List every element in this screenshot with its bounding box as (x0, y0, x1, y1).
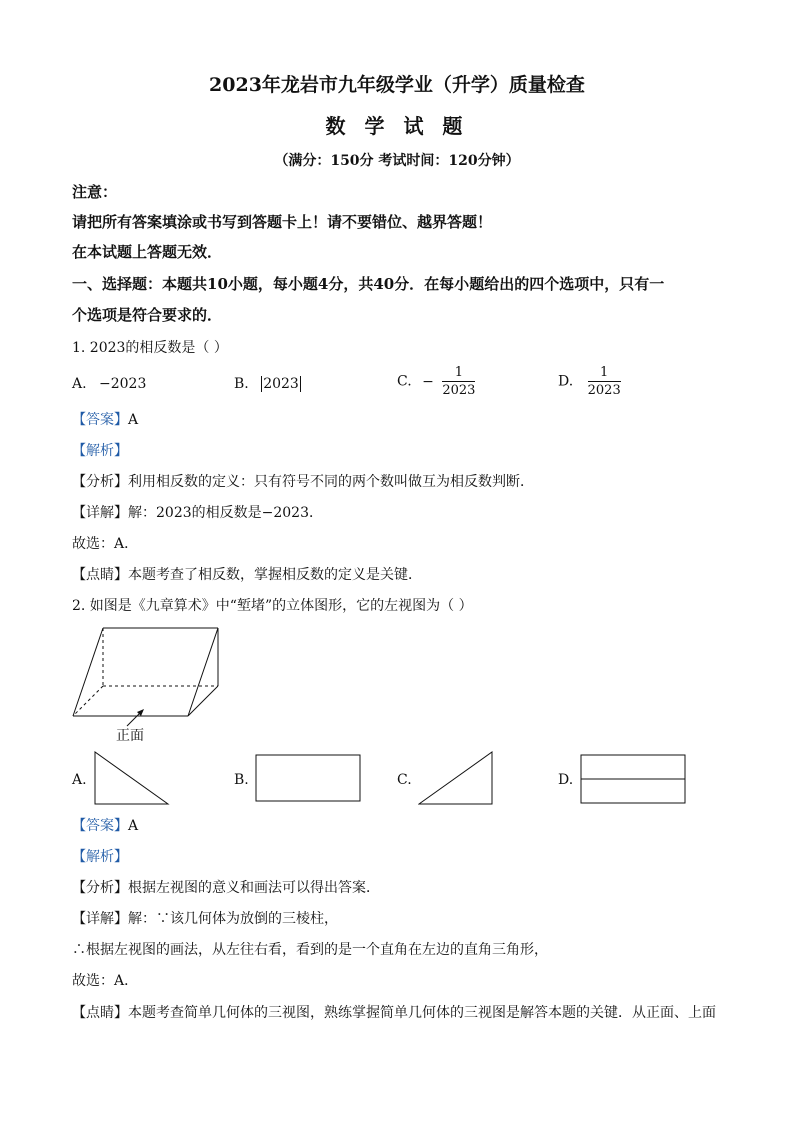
front-view-label: 正面 (116, 728, 144, 744)
q1-analysis (72, 441, 128, 461)
q2-xiangjie-text: 解：∵该几何体为放倒的三棱柱， (128, 911, 338, 927)
q1-option-b (234, 374, 301, 394)
q2-option-b-label: B. (234, 772, 249, 788)
q1-option-a-label: A. (72, 376, 87, 392)
q2-option-d-label: D. (558, 772, 574, 788)
q1-option-c-fraction (442, 364, 475, 399)
q1-fenxi-tag: 【分析】 (72, 474, 128, 490)
q2-choice: 故选：A． (72, 973, 139, 989)
q2-option-c-label: C. (397, 772, 412, 788)
q1-fenxi (72, 472, 534, 492)
qiandu-prism-figure (68, 624, 228, 724)
q1-option-a (72, 374, 146, 394)
q1-option-c-sign: − (422, 373, 434, 390)
q2-analysis (72, 847, 128, 867)
q2-answer-tag: 【答案】 (72, 818, 128, 834)
q1-answer-value: A (128, 412, 139, 428)
q1-answer-tag: 【答案】 (72, 412, 128, 428)
q1-answer (72, 410, 138, 430)
q2-dianjing (72, 1003, 716, 1023)
q2-fenxi-text: 根据左视图的意义和画法可以得出答案． (128, 880, 380, 896)
q1-fenxi-text: 利用相反数的定义：只有符号不同的两个数叫做互为相反数判断． (128, 474, 534, 490)
q1-option-c (397, 364, 475, 399)
q1-dianjing-tag: 【点睛】 (72, 567, 128, 583)
front-view-arrow-icon (124, 706, 148, 728)
section-line-2: 个选项是符合要求的． (72, 306, 223, 324)
q1-option-c-numerator: 1 (442, 364, 475, 382)
notes-line-2: 在本试题上答题无效． (72, 243, 223, 261)
q1-option-b-value: 2023 (263, 376, 299, 392)
q1-stem: 1. 2023的相反数是（ ） (72, 340, 228, 356)
q1-option-d-numerator: 1 (588, 364, 621, 382)
q2-answer (72, 816, 138, 836)
q1-option-c-label: C. (397, 373, 412, 390)
exam-subject: 数 学 试 题 (325, 114, 469, 138)
q1-option-c-denominator: 2023 (442, 383, 476, 398)
q1-option-b-label: B. (234, 376, 249, 392)
q2-option-a-right-triangle (94, 750, 170, 806)
q2-reasoning: ∴根据左视图的画法，从左往右看，看到的是一个直角在左边的直角三角形， (72, 942, 548, 958)
q1-choice: 故选：A． (72, 536, 139, 552)
q1-analysis-tag: 【解析】 (72, 443, 128, 459)
section-line-1: 一、选择题：本题共10小题，每小题4分，共40分．在每小题给出的四个选项中，只有一 (72, 275, 665, 293)
q2-stem: 2. 如图是《九章算术》中“堑堵”的立体图形，它的左视图为（ ） (72, 598, 473, 614)
notes-heading: 注意： (72, 183, 118, 201)
q2-option-d-divided-rectangle (580, 754, 686, 804)
q2-dianjing-tag: 【点睛】 (72, 1005, 128, 1021)
q2-answer-value: A (128, 818, 139, 834)
q1-option-d-label: D. (558, 373, 574, 390)
q2-fenxi (72, 878, 380, 898)
q2-xiangjie-tag: 【详解】 (72, 911, 128, 927)
exam-title: 2023年龙岩市九年级学业（升学）质量检查 (209, 74, 585, 96)
q2-dianjing-text: 本题考查简单几何体的三视图，熟练掌握简单几何体的三视图是解答本题的关键．从正面、上面 (128, 1005, 716, 1021)
q1-dianjing-text: 本题考查了相反数，掌握相反数的定义是关键． (128, 567, 422, 583)
q1-option-d-fraction (588, 364, 621, 399)
q1-option-d-denominator: 2023 (587, 383, 621, 398)
q2-xiangjie (72, 909, 338, 929)
q2-fenxi-tag: 【分析】 (72, 880, 128, 896)
q1-dianjing (72, 565, 422, 585)
q1-xiangjie-text: 解：2023的相反数是−2023． (128, 505, 323, 521)
q2-option-a-label: A. (72, 772, 87, 788)
q1-xiangjie (72, 503, 323, 523)
q1-option-d (558, 364, 621, 399)
q1-option-a-value: −2023 (99, 376, 147, 392)
notes-line-1: 请把所有答案填涂或书写到答题卡上！请不要错位、越界答题！ (72, 213, 493, 231)
exam-info: （满分：150分 考试时间：120分钟） (274, 153, 520, 169)
q2-option-b-rectangle (255, 754, 361, 802)
q2-option-c-right-triangle (418, 750, 494, 806)
q2-analysis-tag: 【解析】 (72, 849, 128, 865)
q1-xiangjie-tag: 【详解】 (72, 505, 128, 521)
